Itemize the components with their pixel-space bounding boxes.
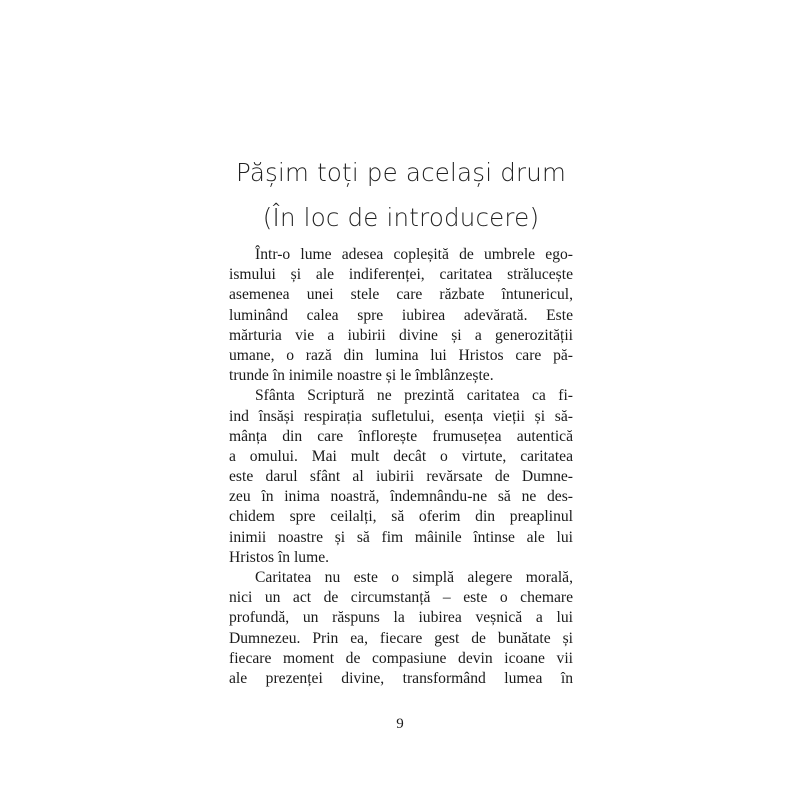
text-line: asemenea unei stele care răzbate întunericul,	[229, 286, 573, 304]
text-line: nici un act de circumstanță – este o chemare	[229, 589, 573, 607]
paragraph-2	[229, 386, 573, 568]
text-line: Într-o lume adesea copleșită de umbrele ego-	[255, 246, 573, 263]
text-line: a omului. Mai mult decât o virtute, caritatea	[229, 447, 573, 465]
text-line: Caritatea nu este o simplă alegere morală,	[255, 569, 573, 586]
paragraph-1	[229, 245, 573, 386]
text-line: Dumnezeu. Prin ea, fiecare gest de bunătate și	[229, 629, 573, 647]
text-line: ale prezenței divine, transformând lumea în	[229, 669, 573, 687]
text-line: Hristos în lume.	[229, 548, 330, 566]
text-line: chidem spre ceilalți, să oferim din preaplinul	[229, 508, 573, 526]
chapter-title-main: Pășim toți pe același drum	[235, 158, 567, 187]
text-line: ind însăși respirația sufletului, esența vieții și să-	[229, 407, 573, 425]
paragraph-3	[229, 568, 573, 689]
text-line: umane, o rază din lumina lui Hristos care pă-	[229, 346, 573, 364]
text-line: trunde în inimile noastre și le îmblânzește.	[229, 367, 494, 385]
chapter-title	[229, 150, 573, 240]
text-line: Sfânta Scriptură ne prezintă caritatea ca fi-	[255, 387, 573, 405]
text-line: zeu în inima noastră, îndemnându-ne să ne des-	[229, 488, 573, 506]
text-line: mânța din care înflorește frumusețea autentică	[229, 427, 573, 445]
text-line: inimii noastre și să fim mâinile întinse ale lui	[229, 528, 573, 546]
page-number: 9	[396, 716, 404, 732]
text-line: luminând calea spre iubirea adevărată. Este	[229, 306, 573, 324]
text-line: fiecare moment de compasiune devin icoane vii	[229, 649, 573, 667]
text-line: este darul sfânt al iubirii revărsate de Dumne-	[229, 468, 573, 486]
body-text	[229, 245, 573, 689]
text-line: mărturia vie a iubirii divine și a generozității	[229, 326, 573, 344]
text-line: profundă, un răspuns la iubirea veșnică a lui	[229, 609, 573, 627]
text-line: ismului și ale indiferenței, caritatea strălucește	[229, 266, 573, 284]
chapter-title-subtitle: (În loc de introducere)	[262, 203, 540, 232]
